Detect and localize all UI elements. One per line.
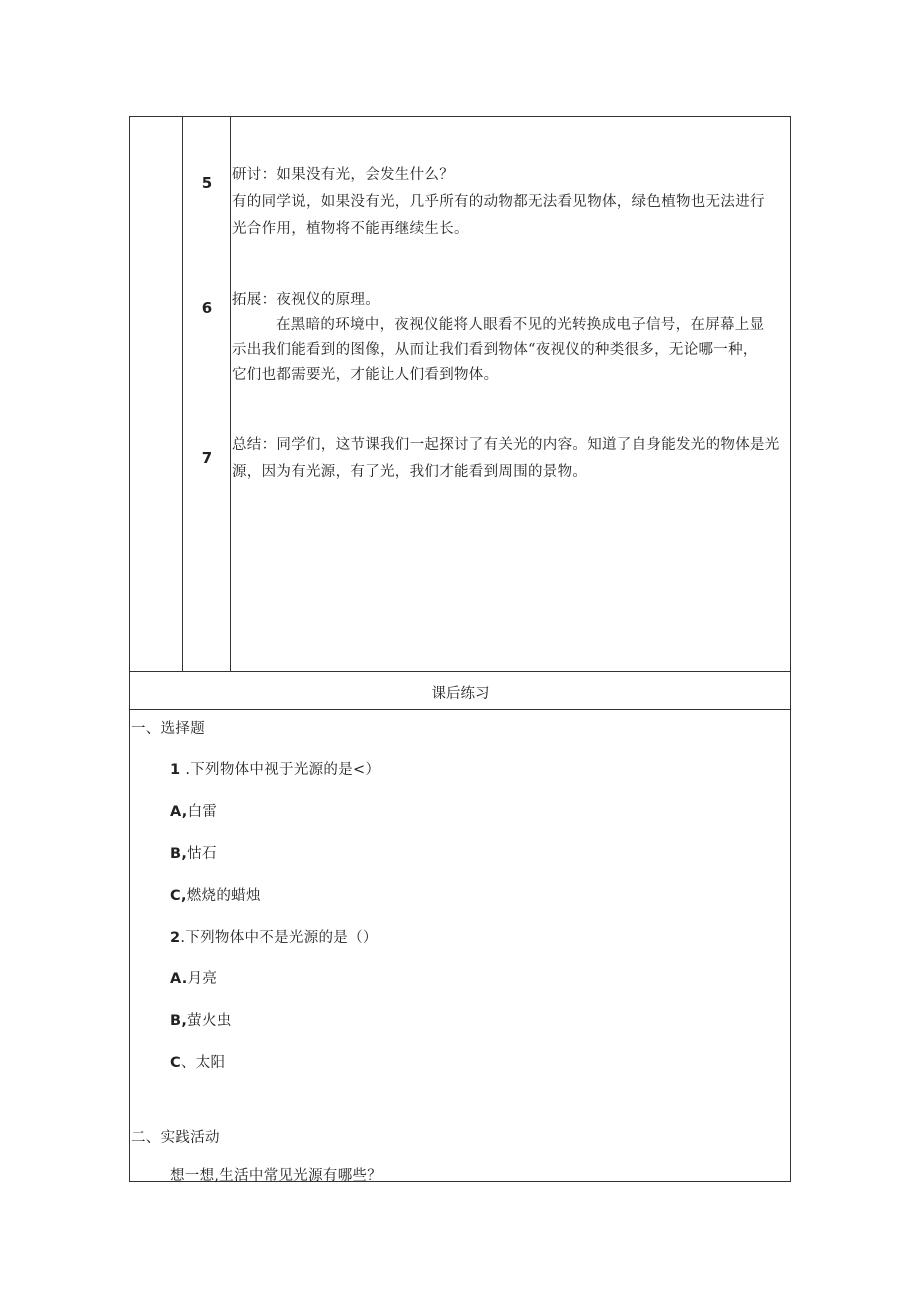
question-1 [170,757,380,784]
section-1-title: 一、选择题 [131,721,205,737]
row-divider-steps-end [129,671,791,672]
step-5-line-3: 光合作用，植物将不能再继续生长。 [232,221,469,237]
table-border-top [129,116,791,117]
question-2 [170,925,378,952]
step-number-5: 5 [201,174,213,192]
section-2-title: 二、实践活动 [131,1130,220,1146]
question-1-text: .下列物体中视于光源的是<） [185,762,381,778]
step-6-line-2: 在黑暗的环境中，夜视仪能将人眼看不见的光转换成电子信号，在屏幕上显 [276,317,765,333]
option-key: A. [170,971,188,987]
option-key: B, [170,1013,188,1029]
step-5-line-1: 研讨：如果没有光，会发生什么？ [232,167,454,183]
section-2-text: 想一想,生活中常见光源有哪些？ [170,1168,383,1184]
option-text: 月亮 [187,971,218,987]
option-text: 萤火虫 [187,1013,232,1029]
option-key: C [170,1055,181,1071]
step-7-line-1: 总结：同学们，这节课我们一起探讨了有关光的内容。知道了自身能发光的物体是光 [232,437,780,453]
step-5-line-2: 有的同学说，如果没有光，几乎所有的动物都无法看见物体，绿色植物也无法进行 [232,194,765,210]
option-text: 白雷 [187,804,218,820]
option-text: 怙石 [187,846,217,862]
step-number-6: 6 [201,299,213,317]
step-6-line-3: 示出我们能看到的图像，从而让我们看到物体“夜视仪的种类很多，无论哪一种， [232,342,758,358]
question-2-text: .下列物体中不是光源的是（） [180,930,378,946]
question-1-option-b [170,841,217,868]
question-2-option-b [170,1008,232,1035]
option-key: A, [170,804,188,820]
option-text: 、太阳 [180,1055,226,1071]
question-1-option-c [170,883,261,910]
step-number-7: 7 [201,449,213,467]
question-2-option-a [170,966,217,993]
option-text: 燃烧的蜡烛 [186,888,261,904]
step-6-line-4: 它们也都需要光，才能让人们看到物体。 [232,367,499,383]
column-divider-2 [230,116,231,672]
step-7-line-2: 源，因为有光源，有了光，我们才能看到周围的景物。 [232,464,588,480]
question-1-number: 1 [170,762,181,778]
exercise-header: 课后练习 [431,686,490,702]
table-border-right [790,116,791,1182]
question-1-option-a [170,799,217,826]
table-border-left [129,116,130,1182]
option-key: B, [170,846,188,862]
option-key: C, [170,888,187,904]
row-divider-header-end [129,709,791,710]
question-2-number: 2 [170,930,181,946]
question-2-option-c [170,1050,225,1077]
step-6-line-1: 拓展：夜视仪的原理。 [232,292,380,308]
column-divider-1 [182,116,183,672]
